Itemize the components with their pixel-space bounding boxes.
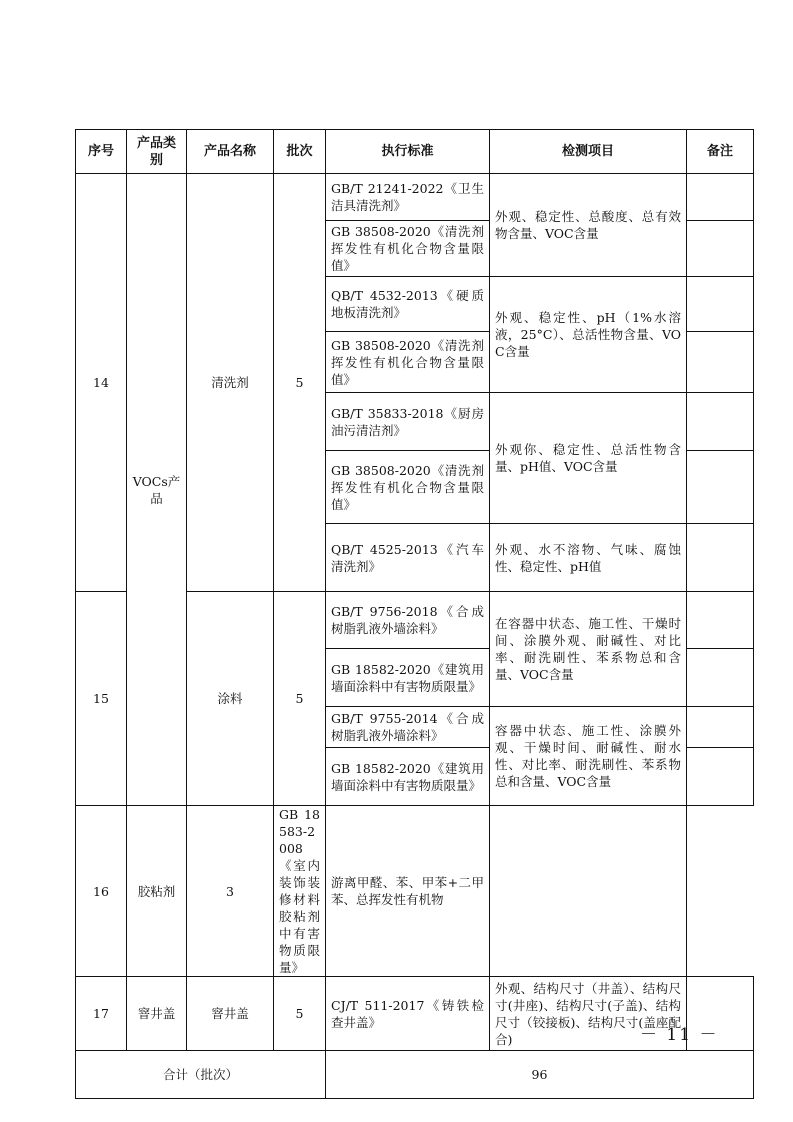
standard-cell: GB 18582-2020《建筑用墙面涂料中有害物质限量》 bbox=[326, 649, 490, 707]
remarks-cell bbox=[687, 277, 754, 332]
test-items-cell: 外观你、稳定性、总活性物含量、pH值、VOC含量 bbox=[490, 393, 687, 524]
remarks-cell bbox=[687, 393, 754, 451]
header-row bbox=[76, 130, 754, 174]
remarks-cell bbox=[687, 524, 754, 592]
remarks-cell bbox=[687, 221, 754, 277]
standard-cell: QB/T 4532-2013《硬质地板清洗剂》 bbox=[326, 277, 490, 332]
seq-cell: 17 bbox=[76, 977, 127, 1051]
standard-cell: GB 18583-2008《室内装饰装修材料胶粘剂中有害物质限量》 bbox=[274, 806, 326, 977]
header-batches: 批次 bbox=[274, 130, 326, 174]
remarks-cell bbox=[687, 451, 754, 524]
standard-cell: QB/T 4525-2013《汽车清洗剂》 bbox=[326, 524, 490, 592]
test-items-cell: 游离甲醛、苯、甲苯+二甲苯、总挥发性有机物 bbox=[326, 806, 490, 977]
remarks-cell bbox=[490, 806, 687, 977]
test-items-cell: 外观、水不溶物、气味、腐蚀性、稳定性、pH值 bbox=[490, 524, 687, 592]
header-category: 产品类别 bbox=[127, 130, 187, 174]
total-value: 96 bbox=[326, 1051, 754, 1099]
table-row bbox=[76, 174, 754, 221]
total-label: 合计（批次） bbox=[76, 1051, 326, 1099]
product-name-cell: 窨井盖 bbox=[187, 977, 274, 1051]
test-items-cell: 外观、结构尺寸（井盖）、结构尺寸(井座)、结构尺寸(子盖)、结构尺寸（铰接板)、结构尺寸(盖座配合) bbox=[490, 977, 687, 1051]
standard-cell: GB/T 9756-2018《合成树脂乳液外墙涂料》 bbox=[326, 592, 490, 649]
remarks-cell bbox=[687, 174, 754, 221]
batches-cell: 3 bbox=[187, 806, 274, 977]
product-name-cell: 胶粘剂 bbox=[127, 806, 187, 977]
category-cell: VOCs产品 bbox=[127, 174, 187, 806]
page-number: － 11 － bbox=[640, 1025, 719, 1045]
seq-cell: 14 bbox=[76, 174, 127, 592]
header-standard: 执行标准 bbox=[326, 130, 490, 174]
header-remarks: 备注 bbox=[687, 130, 754, 174]
batches-cell: 5 bbox=[274, 592, 326, 806]
seq-cell: 16 bbox=[76, 806, 127, 977]
remarks-cell bbox=[687, 649, 754, 707]
test-items-cell: 容器中状态、施工性、涂膜外观、干燥时间、耐碱性、耐水性、对比率、耐洗刷性、苯系物总和含量、VOC含量 bbox=[490, 707, 687, 806]
test-items-cell: 在容器中状态、施工性、干燥时间、涂膜外观、耐碱性、对比率、耐洗刷性、苯系物总和含量、VOC含量 bbox=[490, 592, 687, 707]
remarks-cell bbox=[687, 748, 754, 806]
remarks-cell bbox=[687, 332, 754, 393]
standard-cell: CJ/T 511-2017《铸铁检查井盖》 bbox=[326, 977, 490, 1051]
batches-cell: 5 bbox=[274, 174, 326, 592]
batches-cell: 5 bbox=[274, 977, 326, 1051]
seq-cell: 15 bbox=[76, 592, 127, 806]
remarks-cell bbox=[687, 707, 754, 748]
remarks-cell bbox=[687, 592, 754, 649]
standard-cell: GB 38508-2020《清洗剂挥发性有机化合物含量限值》 bbox=[326, 451, 490, 524]
total-row bbox=[76, 1051, 754, 1099]
inspection-table bbox=[75, 129, 754, 1099]
standard-cell: GB 38508-2020《清洗剂挥发性有机化合物含量限值》 bbox=[326, 221, 490, 277]
header-seq: 序号 bbox=[76, 130, 127, 174]
table-row bbox=[76, 806, 754, 977]
standard-cell: GB/T 35833-2018《厨房油污清洁剂》 bbox=[326, 393, 490, 451]
standard-cell: GB/T 21241-2022《卫生洁具清洗剂》 bbox=[326, 174, 490, 221]
test-items-cell: 外观、稳定性、总酸度、总有效物含量、VOC含量 bbox=[490, 174, 687, 277]
product-name-cell: 涂料 bbox=[187, 592, 274, 806]
standard-cell: GB 18582-2020《建筑用墙面涂料中有害物质限量》 bbox=[326, 748, 490, 806]
category-cell: 窨井盖 bbox=[127, 977, 187, 1051]
header-product-name: 产品名称 bbox=[187, 130, 274, 174]
product-name-cell: 清洗剂 bbox=[187, 174, 274, 592]
test-items-cell: 外观、稳定性、pH（1%水溶液，25°C）、总活性物含量、VOC含量 bbox=[490, 277, 687, 393]
standard-cell: GB/T 9755-2014《合成树脂乳液外墙涂料》 bbox=[326, 707, 490, 748]
header-test-items: 检测项目 bbox=[490, 130, 687, 174]
standard-cell: GB 38508-2020《清洗剂挥发性有机化合物含量限值》 bbox=[326, 332, 490, 393]
